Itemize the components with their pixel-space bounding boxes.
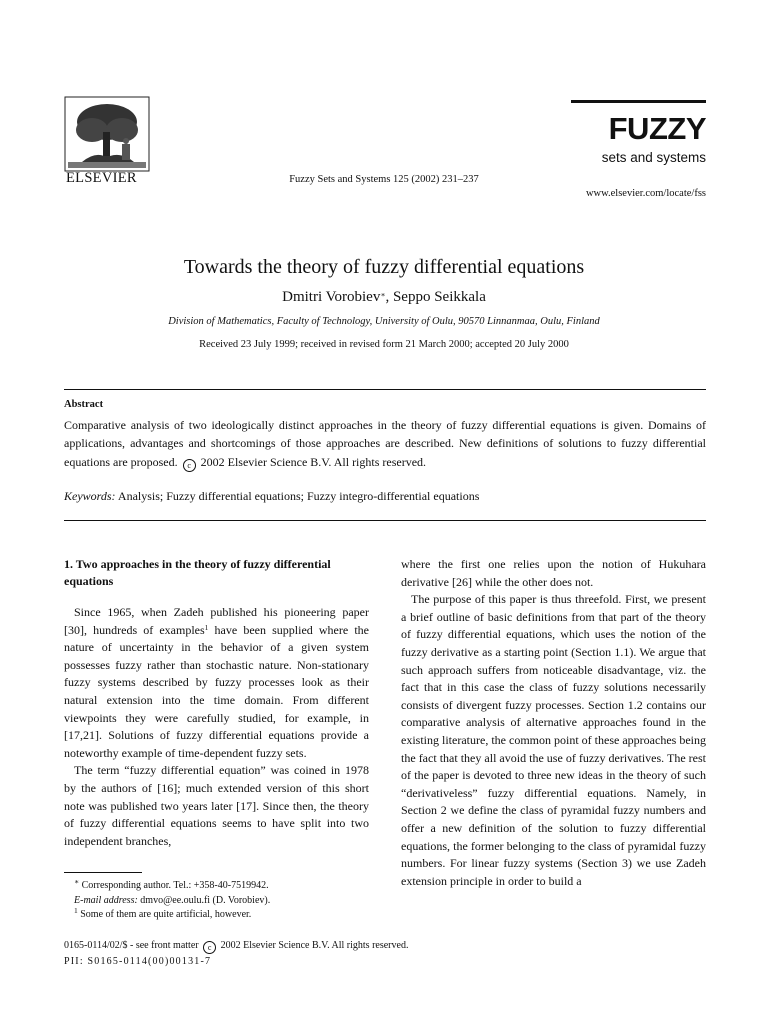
paragraph: The term “fuzzy differential equation” was coined in 1978 by the authors of [16]; much extended version of this short note was published two years later [17]. Since then, the theory of fuzzy differential equations seems to have split into two independent branches, xyxy=(64,763,369,848)
issn-text: 0165-0114/02/$ - see front matter xyxy=(64,940,199,951)
email-address[interactable]: dmvo@ee.oulu.fi (D. Vorobiev). xyxy=(140,894,271,906)
footnote-1-mark[interactable]: 1 xyxy=(204,622,209,632)
received-dates: Received 23 July 1999; received in revised form 21 March 2000; accepted 20 July 2000 xyxy=(199,339,569,350)
keywords xyxy=(64,489,706,504)
journal-brand-subtitle: sets and systems xyxy=(601,150,706,165)
journal-brand-rule xyxy=(571,100,706,103)
section-heading: 1. Two approaches in the theory of fuzzy differential equations xyxy=(64,557,331,588)
copyright-icon: c xyxy=(183,459,196,472)
issn-copyright: 2002 Elsevier Science B.V. All rights reserved. xyxy=(220,940,409,951)
paragraph-text: Since 1965, when Zadeh published his pioneering paper [30], hundreds of examples xyxy=(64,605,369,637)
footnote-corresponding xyxy=(64,879,369,894)
footnote-rule xyxy=(64,872,142,873)
footnote-email xyxy=(64,894,369,909)
affiliation: Division of Mathematics, Faculty of Technology, University of Oulu, 90570 Linnanmaa, Oulu, Finland xyxy=(168,316,600,327)
corresponding-author-mark[interactable]: ∗ xyxy=(380,290,386,299)
journal-url[interactable]: www.elsevier.com/locate/fss xyxy=(585,188,706,199)
abstract-top-rule xyxy=(64,389,706,390)
footnote-1 xyxy=(64,908,369,923)
email-label: E-mail address: xyxy=(74,894,138,906)
abstract-bottom-rule xyxy=(64,520,706,521)
paragraph: The purpose of this paper is thus threefold. First, we present a brief outline of basic definitions from that part of the theory of fuzzy differential equations, which uses the notion of the fuzzy derivative as a starting point (Section 1.1). We argue that such approach suffers from noticeable disadvantage, viz. the fact that in this case the class of fuzzy solutions necessarily consists of divergent fuzzy processes. Section 1.2 contains our comparative analysis of alternative approaches found in the existing literature, the common point of these approaches being the fact that they all avoid the use of fuzzy derivatives. The rest of the paper is devoted to three new ideas in the theory of such “derivativeless” fuzzy differential equations. Namely, in Section 2 we define the class of pyramidal fuzzy numbers and offer a new definition of the solution to fuzzy differential equations, the former belonging to the class of pyramidal fuzzy numbers. For linear fuzzy systems (Section 3) we use Zadeh extension principle in order to build a xyxy=(401,592,706,888)
keywords-text: Analysis; Fuzzy differential equations; Fuzzy integro-differential equations xyxy=(117,489,480,503)
abstract-text: Comparative analysis of two ideologically distinct approaches in the theory of fuzzy differential equations is given. Domains of applications, advantages and shortcomings of those approaches are described. New definitions of solutions to fuzzy differential equations are proposed. xyxy=(64,418,706,469)
front-matter-notes xyxy=(64,938,408,969)
footnote-mark: 1 xyxy=(74,906,78,915)
abstract-heading: Abstract xyxy=(64,399,104,410)
journal-brand-title: FUZZY xyxy=(608,111,706,146)
paper-title: Towards the theory of fuzzy differential equations xyxy=(183,256,585,278)
author-seikkala: , Seppo Seikkala xyxy=(385,289,486,305)
paragraph: where the first one relies upon the notion of Hukuhara derivative [26] while the other does not. xyxy=(401,557,706,589)
paper-authors xyxy=(0,289,768,306)
author-vorobiev: Dmitri Vorobiev xyxy=(282,289,381,305)
footnote-mark: ∗ xyxy=(74,877,80,886)
copyright-icon: c xyxy=(203,941,216,954)
footnote-text: Some of them are quite artificial, however. xyxy=(80,909,252,920)
footnotes xyxy=(64,879,369,923)
paragraph xyxy=(64,604,369,762)
journal-reference: Fuzzy Sets and Systems 125 (2002) 231–237 xyxy=(289,174,479,185)
paragraph-text: have been supplied where the nature of uncertainty in the behavior of a given system possesses fuzzy rather than stochastic nature. Non-stationary fuzzy systems described by fuzzy processes look as their natural extension into the time domain. From different viewpoints they were carefully studied, for example, in [17,21]. Solutions of fuzzy differential equations provide a noteworthy example of time-dependent fuzzy sets. xyxy=(64,622,369,760)
abstract-body xyxy=(64,416,706,472)
right-column xyxy=(401,556,706,890)
footnote-text: Corresponding author. Tel.: +358-40-7519942. xyxy=(81,880,269,891)
left-column xyxy=(64,604,369,850)
pii-line: PII: S0165-0114(00)00131-7 xyxy=(64,956,212,967)
issn-line xyxy=(64,938,408,954)
publisher-name: ELSEVIER xyxy=(66,170,137,186)
keywords-label: Keywords: xyxy=(64,489,116,503)
abstract-copyright: 2002 Elsevier Science B.V. All rights reserved. xyxy=(200,454,427,469)
